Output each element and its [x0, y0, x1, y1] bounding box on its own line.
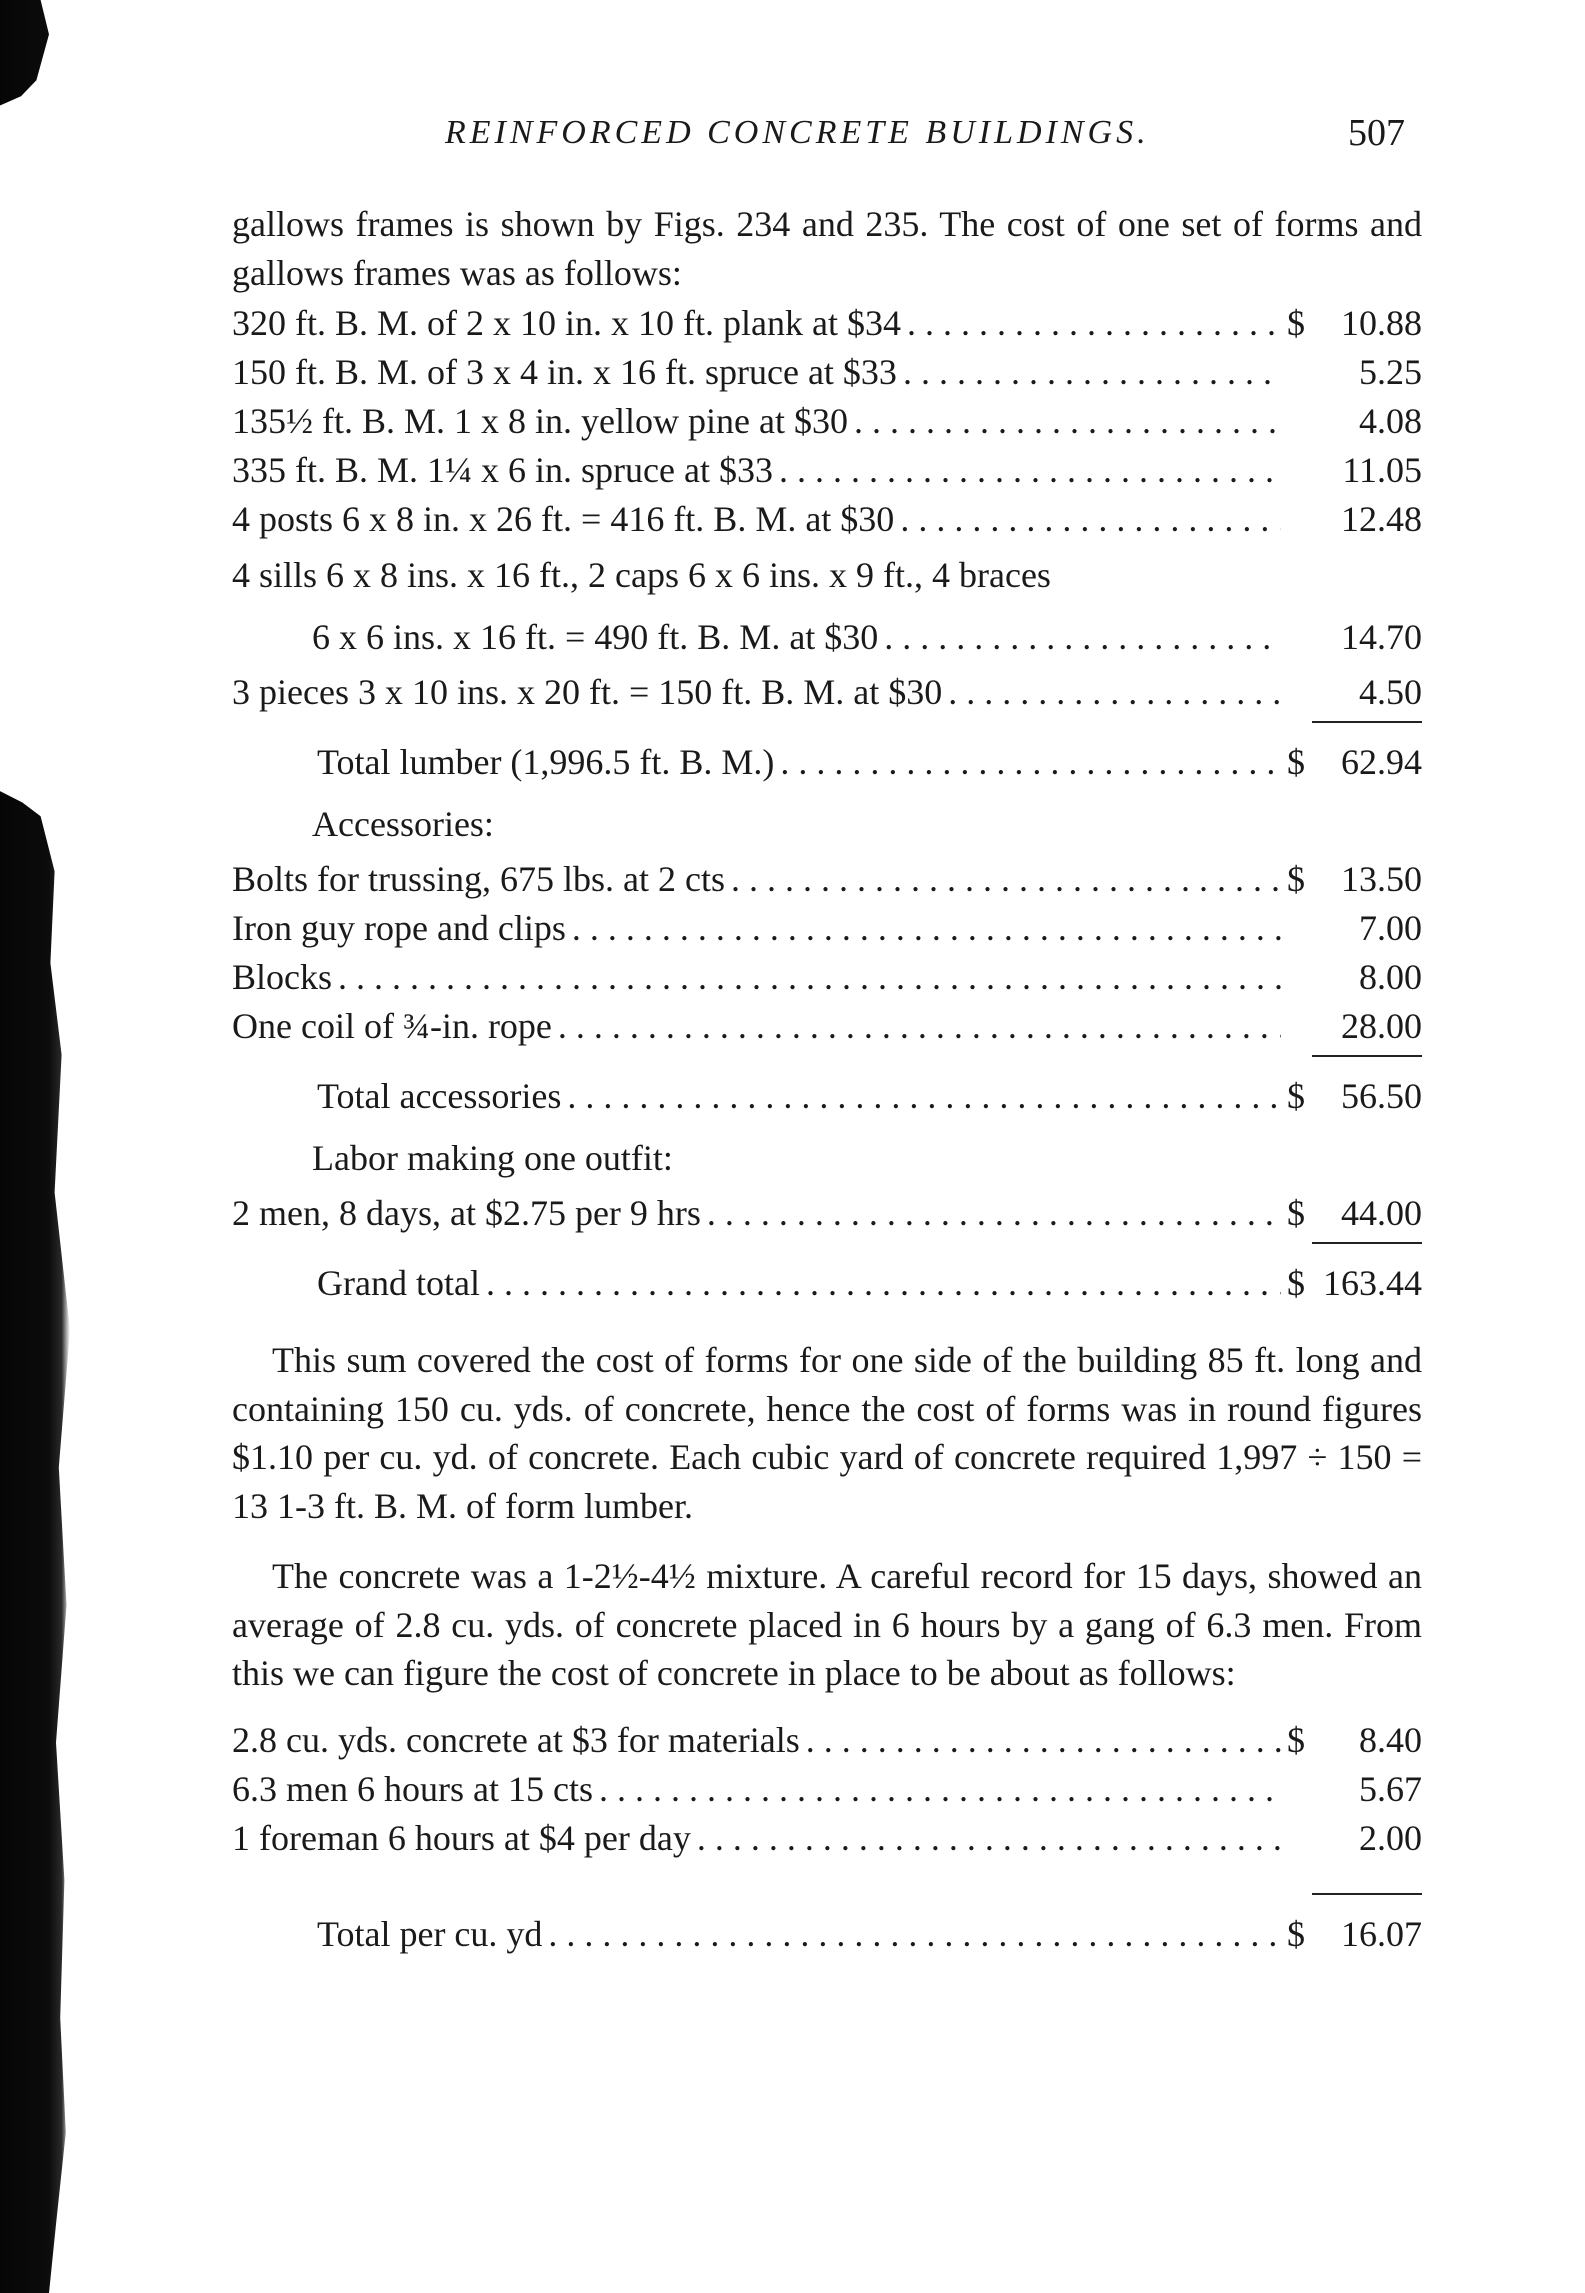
dollar-sign: $ — [1287, 859, 1305, 899]
lumber-row — [232, 348, 1422, 397]
dollar-sign: $ — [1287, 1193, 1305, 1233]
total-per-yd-row — [232, 1903, 1422, 1965]
dot-leader — [338, 953, 1281, 1002]
dot-leader — [903, 348, 1281, 397]
book-spine-shadow — [0, 0, 70, 2293]
dot-leader — [779, 446, 1281, 495]
item-description: 6 x 6 ins. x 16 ft. = 490 ft. B. M. at $30 — [312, 617, 879, 657]
item-description: 4 posts 6 x 8 in. x 26 ft. = 416 ft. B. M. at $30 — [232, 499, 895, 539]
total-amount: 56.50 — [1341, 1076, 1422, 1116]
dot-leader — [806, 1716, 1281, 1765]
item-description: Blocks — [232, 957, 333, 997]
sills-row-line1 — [232, 544, 1422, 606]
dot-leader — [948, 668, 1281, 717]
page-number: 507 — [1348, 112, 1405, 154]
dot-leader — [907, 299, 1281, 348]
dot-leader — [558, 1002, 1281, 1051]
dot-leader — [567, 1065, 1281, 1127]
item-amount: 2.00 — [1359, 1817, 1422, 1858]
total-description: Grand total — [317, 1263, 480, 1303]
dollar-sign: $ — [1287, 303, 1305, 343]
dollar-sign: $ — [1287, 1076, 1305, 1116]
item-amount: 5.25 — [1359, 352, 1422, 392]
item-amount: 8.00 — [1359, 957, 1422, 997]
item-amount: 44.00 — [1341, 1193, 1422, 1233]
item-amount: 5.67 — [1359, 1768, 1422, 1809]
accessory-row — [232, 953, 1422, 1002]
item-amount: 7.00 — [1359, 908, 1422, 948]
concrete-row — [232, 1716, 1422, 1765]
forms-cost-table — [232, 299, 1422, 1314]
dot-leader — [548, 1903, 1281, 1965]
section-heading: Labor making one outfit: — [312, 1138, 673, 1178]
concrete-cost-table — [232, 1716, 1422, 1965]
labor-heading — [232, 1127, 1422, 1189]
intro-paragraph: gallows frames is shown by Figs. 234 and 235. The cost of one set of forms and gallows frames was as follows: — [232, 204, 1422, 293]
dollar-sign: $ — [1287, 1913, 1305, 1954]
dollar-sign: $ — [1287, 1263, 1305, 1303]
item-description: Iron guy rope and clips — [232, 908, 566, 948]
dot-leader — [854, 397, 1281, 446]
item-description: 3 pieces 3 x 10 ins. x 20 ft. = 150 ft. B. M. at $30 — [232, 672, 943, 712]
item-description: One coil of ¾-in. rope — [232, 1006, 552, 1046]
accessory-row — [232, 1002, 1422, 1051]
dot-leader — [900, 495, 1281, 544]
dot-leader — [572, 904, 1281, 953]
dot-leader — [731, 855, 1281, 904]
total-description: Total per cu. yd — [317, 1913, 543, 1954]
dot-leader — [780, 731, 1281, 793]
accessories-heading — [232, 793, 1422, 855]
concrete-row — [232, 1814, 1422, 1863]
item-description: 320 ft. B. M. of 2 x 10 in. x 10 ft. plank at $34 — [232, 303, 901, 343]
item-amount: 8.40 — [1359, 1719, 1422, 1760]
item-amount: 4.50 — [1359, 672, 1422, 712]
total-amount: 62.94 — [1341, 742, 1422, 782]
sum-rule — [232, 717, 1422, 731]
item-description: 2 men, 8 days, at $2.75 per 9 hrs — [232, 1193, 701, 1233]
item-description: 2.8 cu. yds. concrete at $3 for materials — [232, 1719, 800, 1760]
item-description: 4 sills 6 x 8 ins. x 16 ft., 2 caps 6 x 6 ins. x 9 ft., 4 braces — [232, 555, 1051, 595]
rule-line — [1312, 1893, 1422, 1895]
section-heading: Accessories: — [312, 804, 494, 844]
item-amount: 10.88 — [1341, 303, 1422, 343]
lumber-row — [232, 446, 1422, 495]
total-description: Total lumber (1,996.5 ft. B. M.) — [317, 742, 775, 782]
item-amount: 14.70 — [1341, 617, 1422, 657]
item-description: 135½ ft. B. M. 1 x 8 in. yellow pine at $30 — [232, 401, 848, 441]
item-description: 6.3 men 6 hours at 15 cts — [232, 1768, 593, 1809]
sum-rule — [232, 1238, 1422, 1252]
item-description: 1 foreman 6 hours at $4 per day — [232, 1817, 691, 1858]
page-header — [445, 108, 1405, 158]
sills-row-line2 — [232, 606, 1422, 668]
total-amount: 163.44 — [1323, 1263, 1422, 1303]
body-paragraph: This sum covered the cost of forms for one side of the building 85 ft. long and containing 150 cu. yds. of concrete, hence the cost of forms was in round figures $1.10 per cu. yd. of concrete. Each cubic yard of concrete required 1,997 ÷ 150 = 13 1-3 ft. B. M. of form lumber. — [232, 1340, 1422, 1526]
labor-row — [232, 1189, 1422, 1238]
rule-line — [1312, 1242, 1422, 1244]
rule-line — [1312, 721, 1422, 723]
accessory-row — [232, 904, 1422, 953]
total-amount: 16.07 — [1341, 1913, 1422, 1954]
dollar-sign: $ — [1287, 1719, 1305, 1760]
item-description: Bolts for trussing, 675 lbs. at 2 cts — [232, 859, 725, 899]
page-body — [232, 200, 1422, 1965]
total-accessories-row — [232, 1065, 1422, 1127]
item-description: 150 ft. B. M. of 3 x 4 in. x 16 ft. spruce at $33 — [232, 352, 897, 392]
lumber-row — [232, 495, 1422, 544]
total-description: Total accessories — [317, 1076, 562, 1116]
pieces-row — [232, 668, 1422, 717]
dot-leader — [486, 1252, 1281, 1314]
body-paragraph: The concrete was a 1-2½-4½ mixture. A careful record for 15 days, showed an average of 2.8 cu. yds. of concrete placed in 6 hours by a gang of 6.3 men. From this we can figure the cost of concrete in place to be about as follows: — [232, 1556, 1422, 1693]
grand-total-row — [232, 1252, 1422, 1314]
item-amount: 13.50 — [1341, 859, 1422, 899]
lumber-row — [232, 299, 1422, 348]
dot-leader — [697, 1814, 1281, 1863]
item-amount: 28.00 — [1341, 1006, 1422, 1046]
dot-leader — [884, 606, 1281, 668]
dot-leader — [707, 1189, 1281, 1238]
accessory-row — [232, 855, 1422, 904]
running-head: REINFORCED CONCRETE BUILDINGS. — [445, 114, 1150, 151]
concrete-row — [232, 1765, 1422, 1814]
item-amount: 4.08 — [1359, 401, 1422, 441]
rule-line — [1312, 1055, 1422, 1057]
sum-rule — [232, 1051, 1422, 1065]
dot-leader — [599, 1765, 1281, 1814]
total-lumber-row — [232, 731, 1422, 793]
sum-rule — [232, 1863, 1422, 1903]
item-amount: 12.48 — [1341, 499, 1422, 539]
item-description: 335 ft. B. M. 1¼ x 6 in. spruce at $33 — [232, 450, 773, 490]
item-amount: 11.05 — [1342, 450, 1422, 490]
lumber-row — [232, 397, 1422, 446]
dollar-sign: $ — [1287, 742, 1305, 782]
